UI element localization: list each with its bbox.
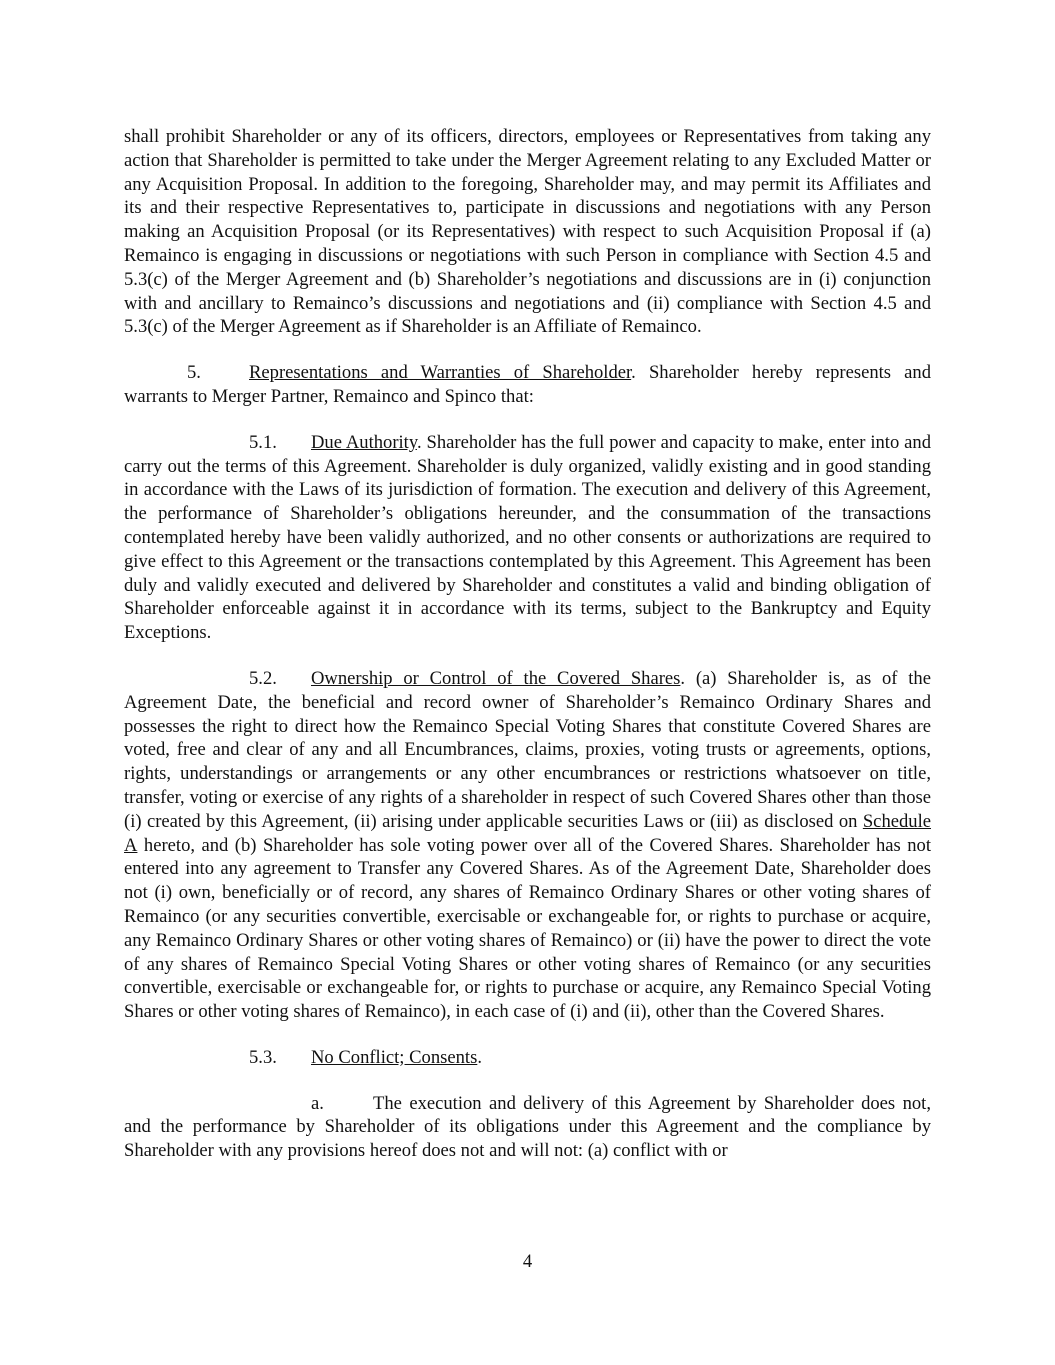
section-5-3-heading: No Conflict; Consents: [311, 1046, 478, 1068]
section-5-3-a: [124, 1092, 931, 1163]
document-page: [124, 125, 931, 1163]
section-5-number: 5.: [187, 362, 201, 384]
section-5-heading: Representations and Warranties of Shareholder: [249, 362, 632, 384]
section-5-3-a-number: a.: [311, 1092, 324, 1114]
section-5-3-text: .: [477, 1046, 482, 1068]
schedule-a-reference: Schedule A: [124, 810, 931, 856]
section-5-2-number: 5.2.: [249, 667, 277, 689]
section-5-1: [124, 431, 931, 645]
paragraph-continuation: shall prohibit Shareholder or any of its officers, directors, employees or Representatives from taking any action that Shareholder is permitted to take under the Merger Agreement relating to any Excluded Matter or any Acquisition Proposal. In addition to the foregoing, Shareholder may, and may permit its Affiliates and its and their respective Representatives to, participate in discussions and negotiations with any Person making an Acquisition Proposal (or its Representatives) with respect to such Acquisition Proposal if (a) Remainco is engaging in discussions or negotiations with such Person in compliance with Section 4.5 and 5.3(c) of the Merger Agreement and (b) Shareholder’s negotiations and discussions are in (i) conjunction with and ancillary to Remainco’s discussions and negotiations and (ii) compliance with Section 4.5 and 5.3(c) of the Merger Agreement as if Shareholder is an Affiliate of Remainco.: [124, 126, 931, 338]
section-5-1-number: 5.1.: [249, 431, 277, 453]
section-5-1-text: . Shareholder has the full power and capacity to make, enter into and carry out the terms of this Agreement. Shareholder is duly organized, validly existing and in good standing in accordance with the Laws of its jurisdiction of formation. The execution and delivery of this Agreement, the performance of Shareholder’s obligations hereunder, and the consummation of the transactions contemplated hereby have been validly authorized, and no other consents or authorizations are required to give effect to this Agreement or the transactions contemplated by this Agreement. This Agreement has been duly and validly executed and delivered by Shareholder and constitutes a valid and binding obligation of Shareholder enforceable against it in accordance with its terms, subject to the Bankruptcy and Equity Exceptions.: [124, 431, 931, 644]
section-5-1-heading: Due Authority: [311, 431, 417, 453]
section-5-3: [124, 1046, 931, 1070]
section-5-2-text-after: hereto, and (b) Shareholder has sole voting power over all of the Covered Shares. Shareholder has not entered into any agreement to Transfer any Covered Shares. As of the Agreement Date, Shareholder does not (i) own, beneficially or of record, any shares of Remainco Ordinary Shares or other voting shares of Remainco (or any securities convertible, exercisable or exchangeable for, or rights to purchase or acquire, any Remainco Ordinary Shares or other voting shares of Remainco) or (ii) have the power to direct the vote of any shares of Remainco Special Voting Shares or other voting shares of Remainco (or any securities convertible, exercisable or exchangeable for, or rights to purchase or acquire, any Remainco Special Voting Shares or other voting shares of Remainco), in each case of (i) and (ii), other than the Covered Shares.: [124, 834, 931, 1023]
section-5-3-a-text: The execution and delivery of this Agreement by Shareholder does not, and the performance by Shareholder of its obligations under this Agreement and the compliance by Shareholder with any provisions hereof does not and will not: (a) conflict with or: [124, 1092, 931, 1162]
page-number: 4: [522, 1251, 533, 1272]
section-5: [124, 361, 931, 409]
section-5-2-text-before: . (a) Shareholder is, as of the Agreement Date, the beneficial and record owner of Shareholder’s Remainco Ordinary Shares and possesses the right to direct how the Remainco Special Voting Shares that constitute Covered Shares are voted, free and clear of any and all Encumbrances, claims, proxies, voting trusts or agreements, options, rights, understandings or arrangements or any other encumbrances or restrictions whatsoever on title, transfer, voting or exercise of any rights of a shareholder in respect of such Covered Shares other than those (i) created by this Agreement, (ii) arising under applicable securities Laws or (iii) as disclosed on: [124, 667, 931, 832]
section-5-text: . Shareholder hereby represents and warrants to Merger Partner, Remainco and Spinco that:: [124, 362, 931, 407]
section-5-2-heading: Ownership or Control of the Covered Shares: [311, 667, 681, 689]
section-5-2: [124, 667, 931, 1024]
section-5-3-number: 5.3.: [249, 1046, 277, 1068]
